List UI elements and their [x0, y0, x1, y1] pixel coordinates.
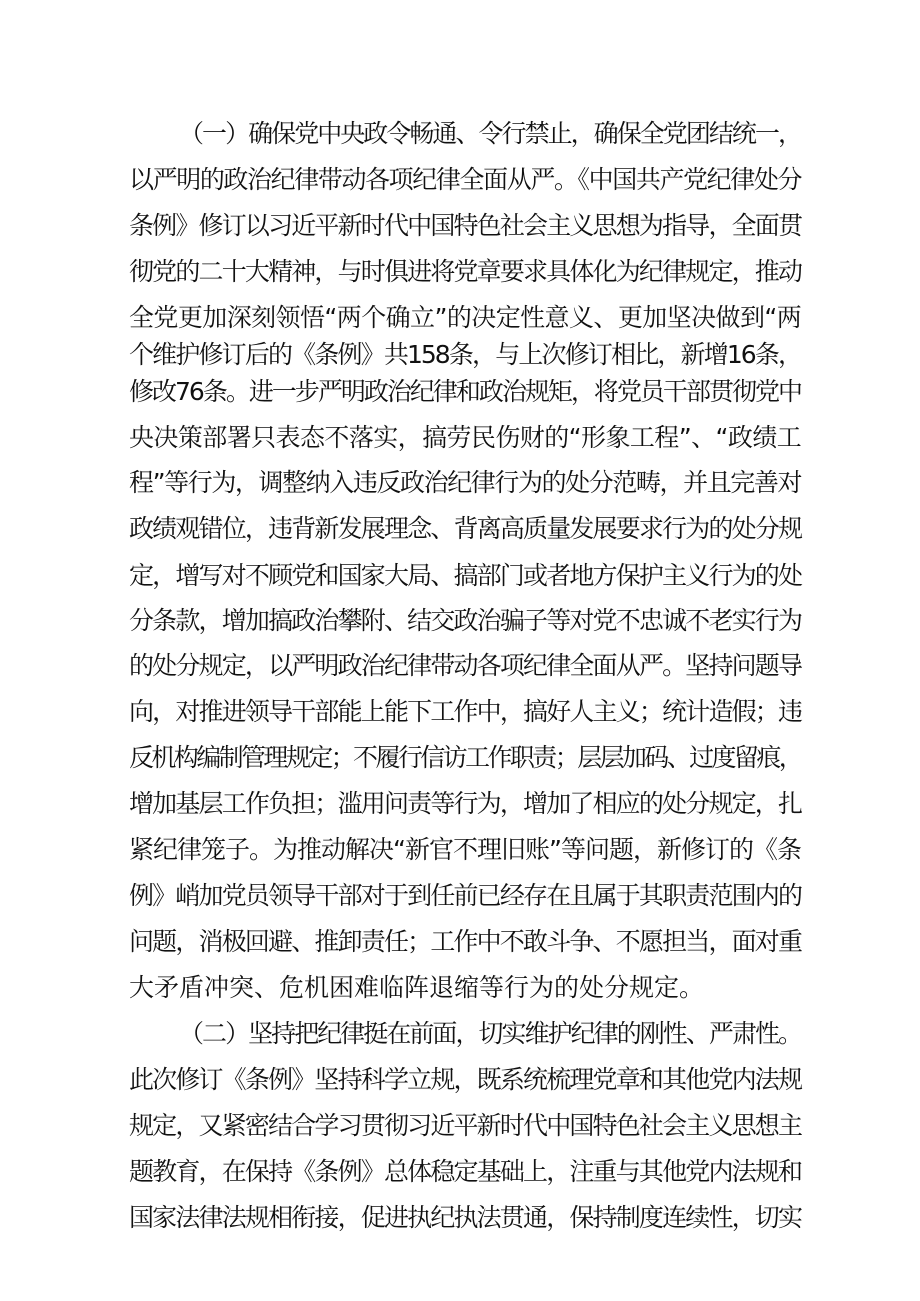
text-line: 例》峭加党员领导干部对于到任前已经存在且属于其职责范围内的 — [129, 881, 801, 910]
text-line: 条例》修订以习近平新时代中国特色社会主义思想为指导，全面贯 — [129, 211, 801, 240]
text-line: 央决策部署只表态不落实，搞劳民伤财的“形象工程”、“政绩工 — [129, 423, 801, 452]
text-line: 紧纪律笼子。为推动解决“新官不理旧账”等问题，新修订的《条 — [129, 835, 801, 864]
text-line: 问题，消极回避、推卸责任；工作中不敢斗争、不愿担当，面对重 — [129, 927, 801, 956]
text-line: 修改76条。进一步严明政治纪律和政治规矩，将党员干部贯彻党中 — [129, 377, 801, 406]
text-line: 全党更加深刻领悟“两个确立”的决定性意义、更加坚决做到“两 — [129, 303, 801, 332]
text-line: 向，对推进领导干部能上能下工作中，搞好人主义；统计造假；违 — [129, 697, 801, 726]
text-line: 规定，又紧密结合学习贯彻习近平新时代中国特色社会主义思想主 — [129, 1111, 801, 1140]
text-line: 大矛盾冲突、危机困难临阵退缩等行为的处分规定。 — [129, 973, 705, 1002]
text-line: 以严明的政治纪律带动各项纪律全面从严。《中国共产党纪律处分 — [129, 165, 801, 194]
text-line: 国家法律法规相衔接，促进执纪执法贯通，保持制度连续性，切实 — [129, 1203, 801, 1232]
text-line: 程”等行为，调整纳入违反政治纪律行为的处分范畴，并且完善对 — [129, 468, 801, 497]
text-line: 此次修订《条例》坚持科学立规，既系统梳理党章和其他党内法规 — [129, 1065, 801, 1094]
text-line: （一）确保党中央政令畅通、令行禁止，确保全党团结统一， — [179, 119, 801, 148]
text-line: 定，增写对不顾党和国家大局、搞部门或者地方保护主义行为的处 — [129, 561, 801, 590]
text-line: 增加基层工作负担；滥用问责等行为，增加了相应的处分规定，扎 — [129, 789, 801, 818]
text-line: 题教育，在保持《条例》总体稳定基础上，注重与其他党内法规和 — [129, 1157, 801, 1186]
text-line: 政绩观错位，违背新发展理念、背离高质量发展要求行为的处分规 — [129, 514, 801, 543]
text-line: 反机构编制管理规定；不履行信访工作职责；层层加码、过度留痕， — [129, 743, 801, 772]
text-line: 的处分规定，以严明政治纪律带动各项纪律全面从严。坚持问题导 — [129, 651, 801, 680]
text-line: （二）坚持把纪律挺在前面，切实维护纪律的刚性、严肃性。 — [179, 1019, 801, 1048]
text-line: 分条款，增加搞政治攀附、结交政治骗子等对党不忠诚不老实行为 — [129, 606, 801, 635]
text-line: 彻党的二十大精神，与时俱进将党章要求具体化为纪律规定，推动 — [129, 257, 801, 286]
text-line: 个维护修订后的《条例》共158条，与上次修订相比，新增16条， — [129, 340, 801, 369]
